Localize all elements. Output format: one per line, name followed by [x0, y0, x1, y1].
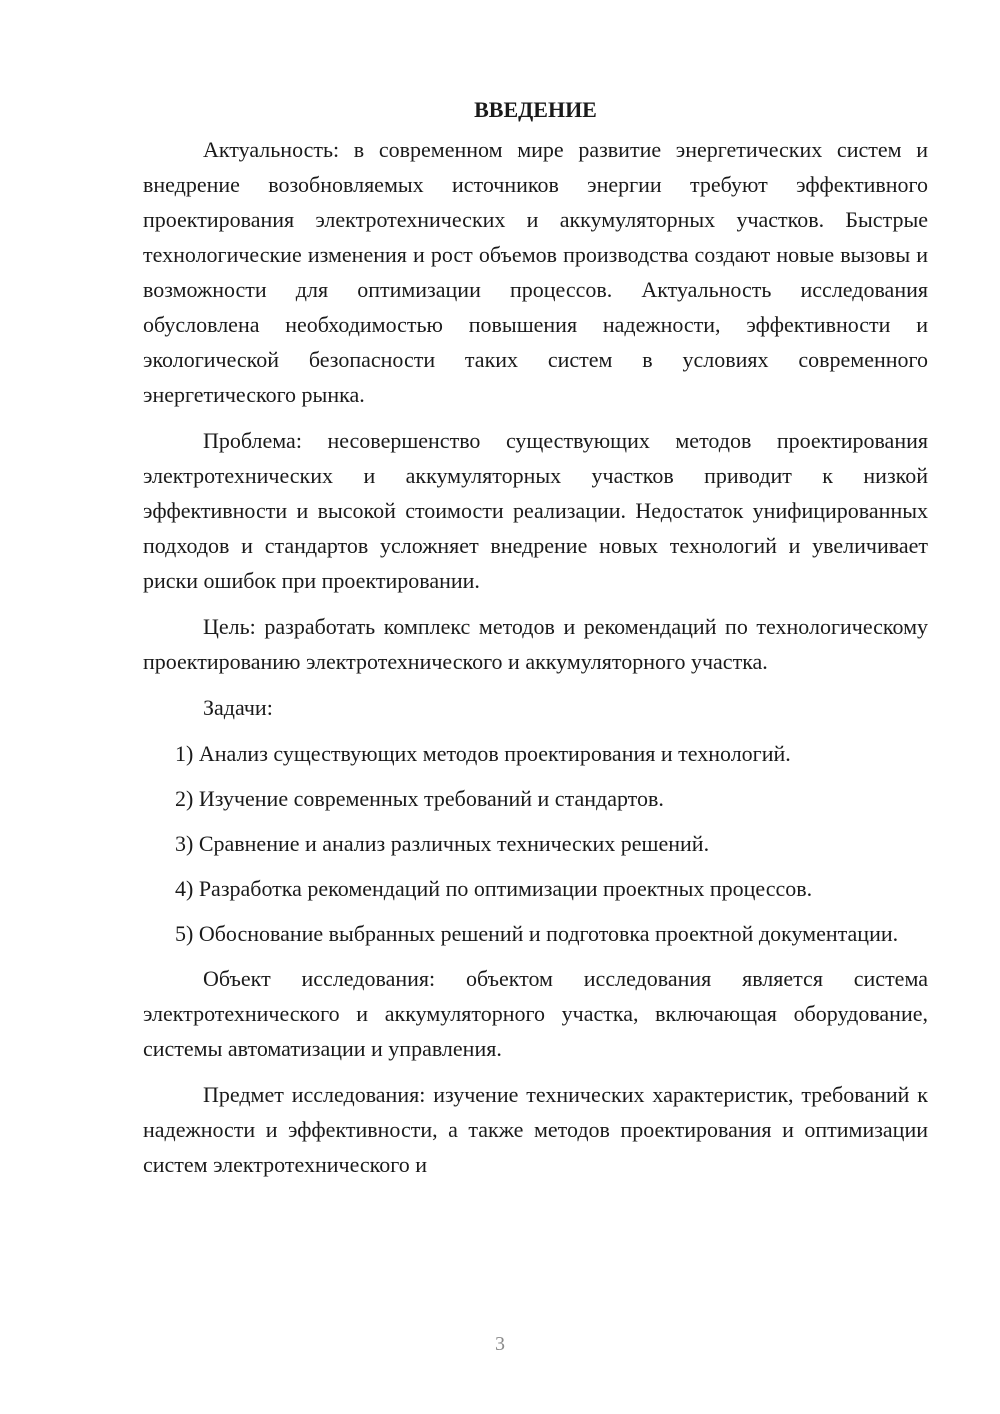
task-item-5: 5) Обоснование выбранных решений и подготовка проектной документации.	[175, 921, 899, 946]
paragraph-goal: Цель: разработать комплекс методов и рекомендаций по технологическому проектированию электротехнического и аккумуляторного участка.	[143, 614, 928, 674]
task-item-4: 4) Разработка рекомендаций по оптимизации проектных процессов.	[175, 876, 813, 901]
paragraph-object: Объект исследования: объектом исследования является система электротехнического и аккумуляторного участка, включающая оборудование, системы автоматизации и управления.	[143, 966, 928, 1061]
paragraph-relevance: Актуальность: в современном мире развитие энергетических систем и внедрение возобновляемых источников энергии требуют эффективного проектирования электротехнических и аккумуляторных участков. Быстрые технологические изменения и рост объемов производства создают новые вызовы и возможности для оптимизации процессов. Актуальность исследования обусловлена необходимостью повышения надежности, эффективности и экологической безопасности таких систем в условиях современного энергетического рынка.	[143, 137, 928, 407]
task-item-1: 1) Анализ существующих методов проектирования и технологий.	[175, 741, 791, 766]
paragraph-problem: Проблема: несовершенство существующих методов проектирования электротехнических и аккумуляторных участков приводит к низкой эффективности и высокой стоимости реализации. Недостаток унифицированных подходов и стандартов усложняет внедрение новых технологий и увеличивает риски ошибок при проектировании.	[143, 428, 928, 593]
paragraph-subject: Предмет исследования: изучение технических характеристик, требований к надежности и эффективности, а также методов проектирования и оптимизации систем электротехнического и	[143, 1082, 928, 1177]
page-number: 3	[495, 1333, 505, 1355]
section-title: ВВЕДЕНИЕ	[474, 97, 597, 122]
document-page	[143, 92, 928, 1193]
task-item-2: 2) Изучение современных требований и стандартов.	[175, 786, 664, 811]
tasks-heading: Задачи:	[203, 695, 273, 720]
task-item-3: 3) Сравнение и анализ различных технических решений.	[175, 831, 710, 856]
